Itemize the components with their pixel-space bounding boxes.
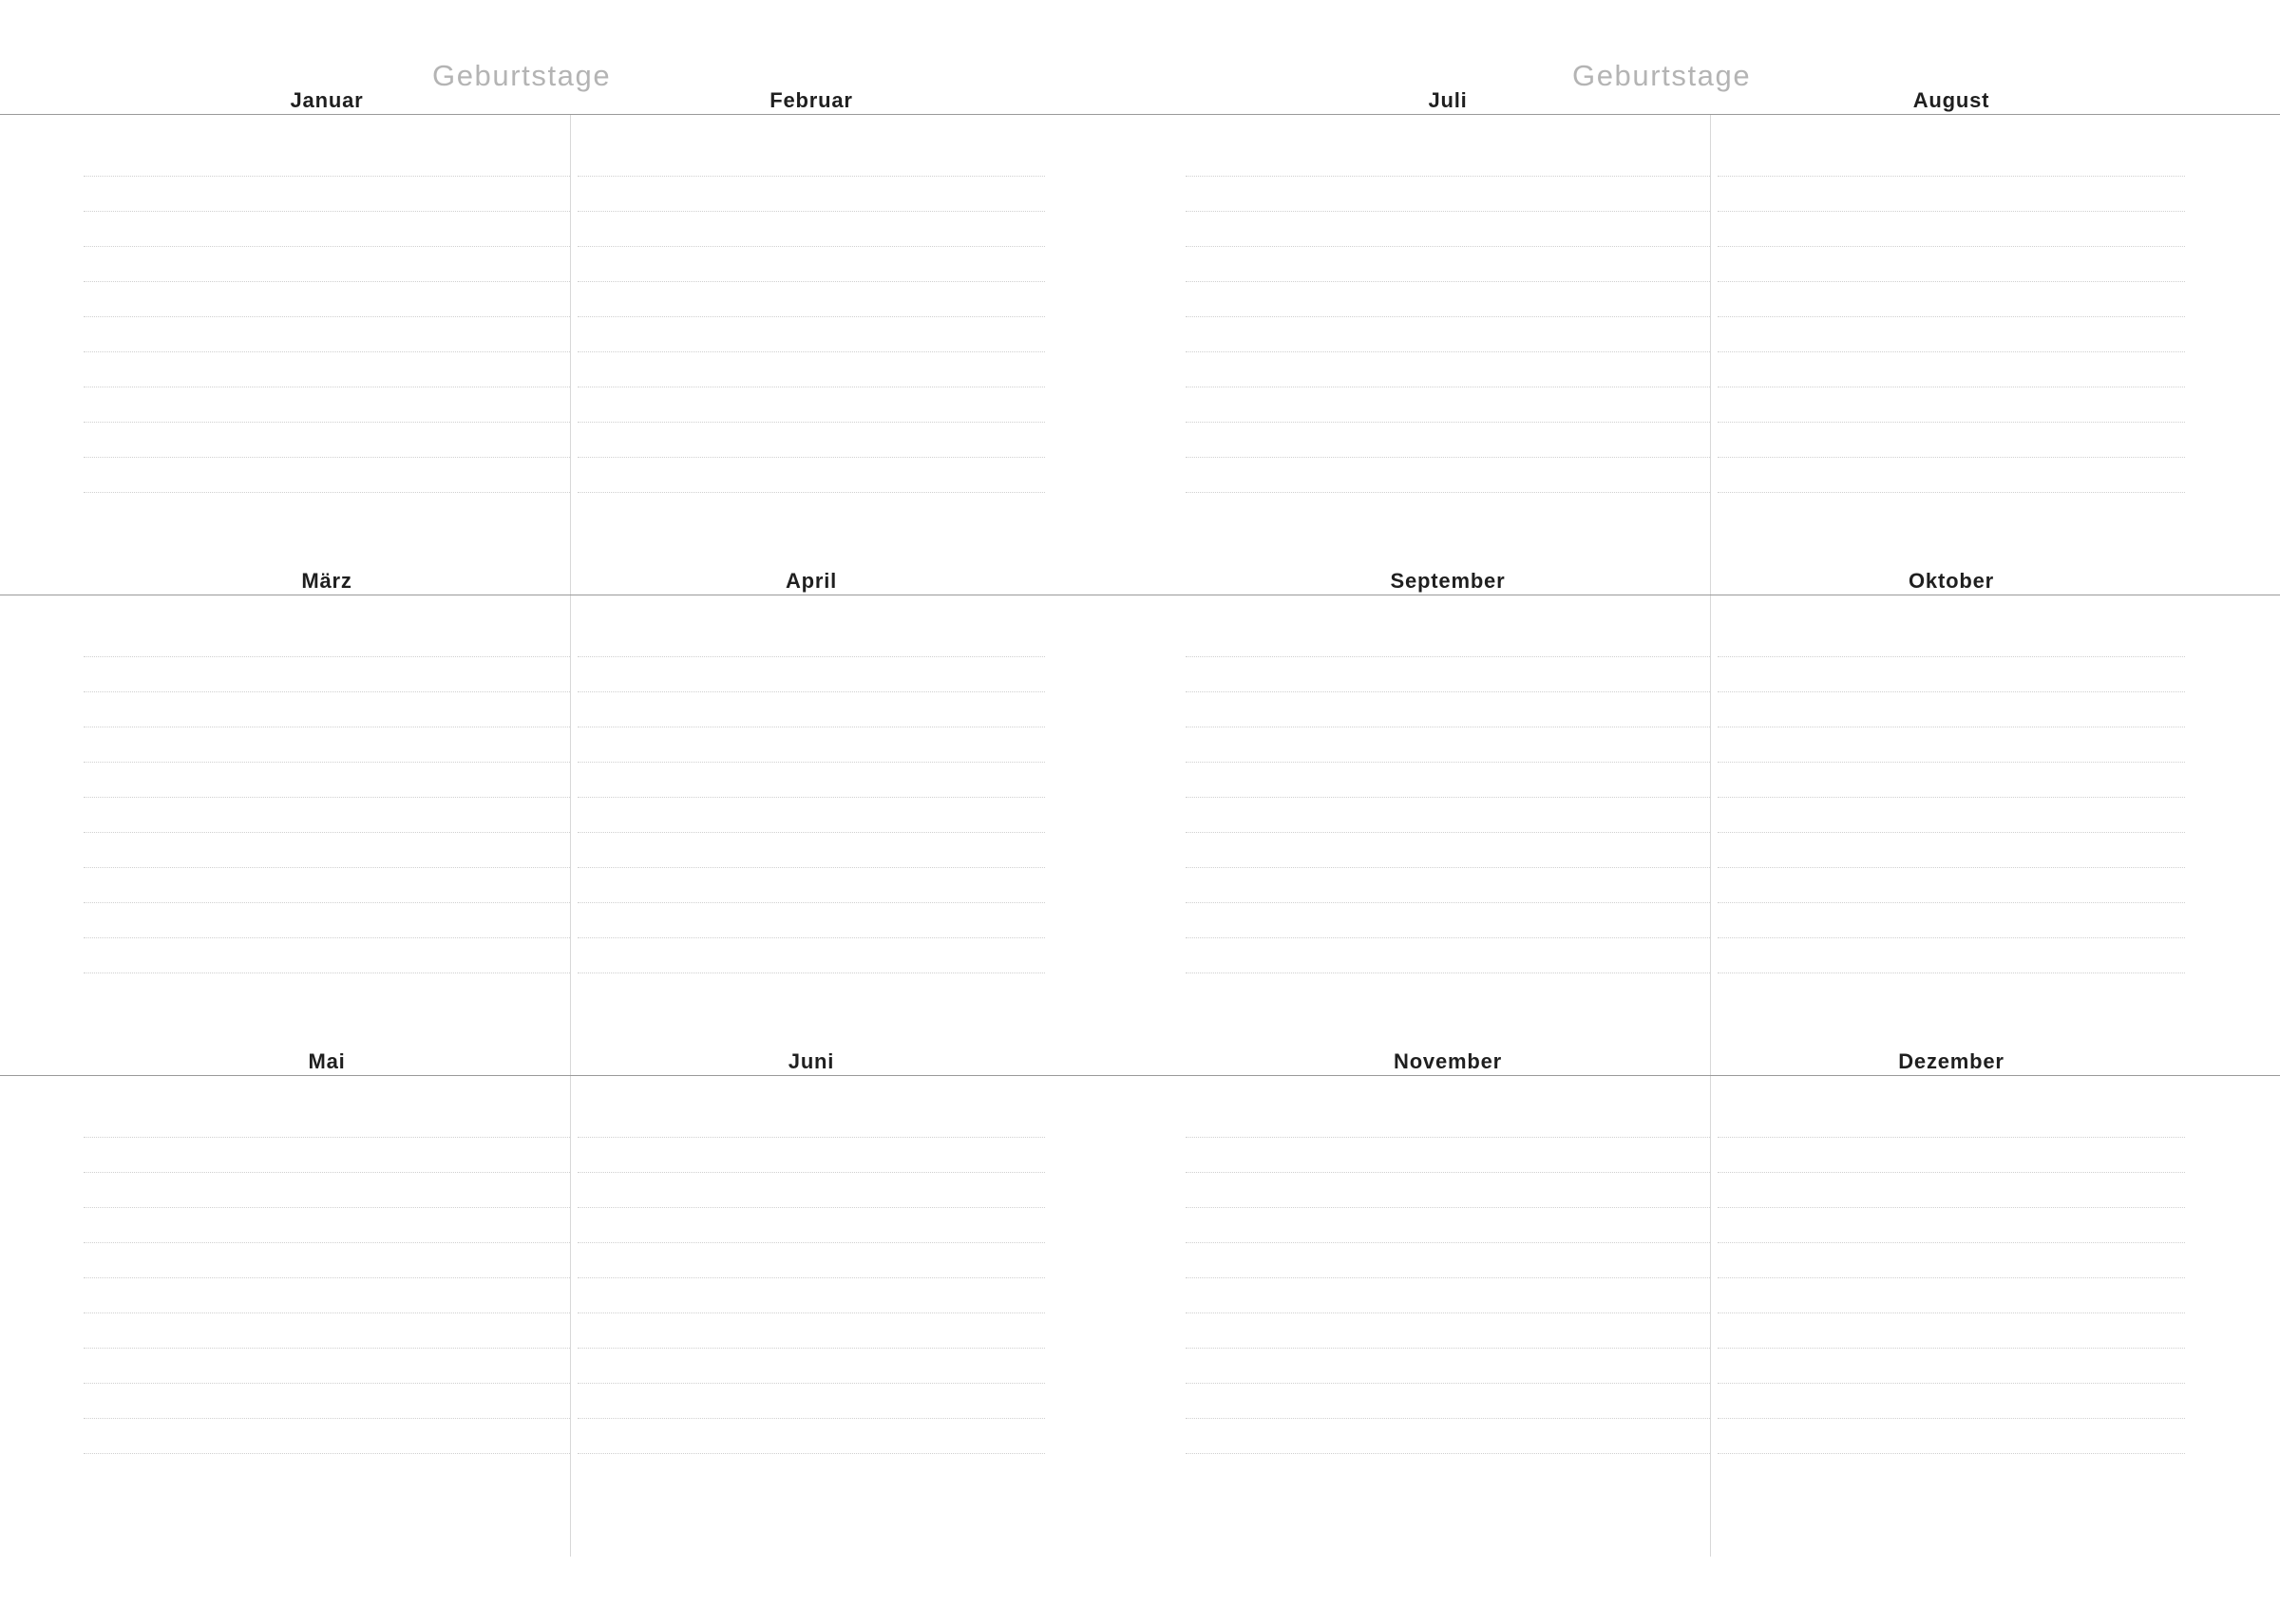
month-block-januar — [0, 88, 570, 595]
writing-line[interactable] — [84, 1278, 570, 1313]
writing-line[interactable] — [84, 657, 570, 692]
writing-line[interactable] — [1718, 387, 2185, 423]
writing-line[interactable] — [1718, 142, 2185, 177]
month-block-juli — [1140, 88, 1710, 595]
month-label: November — [1394, 1049, 1502, 1073]
writing-line[interactable] — [1186, 727, 1710, 763]
writing-line[interactable] — [1718, 1384, 2185, 1419]
month-label: Dezember — [1898, 1049, 2004, 1073]
writing-line[interactable] — [578, 212, 1045, 247]
writing-line[interactable] — [1186, 763, 1710, 798]
writing-line[interactable] — [578, 692, 1045, 727]
writing-lines[interactable] — [1186, 142, 1710, 493]
writing-line[interactable] — [1186, 833, 1710, 868]
writing-line[interactable] — [578, 142, 1045, 177]
writing-line[interactable] — [84, 1208, 570, 1243]
writing-line[interactable] — [1718, 1103, 2185, 1138]
month-label: Januar — [290, 88, 364, 112]
month-grid-right — [1140, 88, 2280, 1539]
writing-line[interactable] — [1718, 938, 2185, 973]
writing-line[interactable] — [578, 387, 1045, 423]
month-block-maerz — [0, 569, 570, 1076]
writing-line[interactable] — [1186, 1419, 1710, 1454]
writing-line[interactable] — [578, 247, 1045, 282]
writing-line[interactable] — [84, 1173, 570, 1208]
right-page — [1140, 0, 2280, 1624]
writing-line[interactable] — [1186, 1243, 1710, 1278]
writing-line[interactable] — [578, 903, 1045, 938]
writing-line[interactable] — [84, 868, 570, 903]
writing-line[interactable] — [1186, 142, 1710, 177]
writing-line[interactable] — [578, 868, 1045, 903]
writing-line[interactable] — [1718, 622, 2185, 657]
writing-line[interactable] — [1718, 763, 2185, 798]
writing-line[interactable] — [1718, 1419, 2185, 1454]
writing-line[interactable] — [1186, 938, 1710, 973]
page-title-right: Geburtstage — [1572, 59, 1752, 92]
writing-line[interactable] — [84, 692, 570, 727]
writing-line[interactable] — [1718, 1313, 2185, 1349]
month-block-september — [1140, 569, 1710, 1076]
month-block-oktober — [1710, 569, 2280, 1076]
writing-line[interactable] — [84, 1349, 570, 1384]
writing-line[interactable] — [1718, 903, 2185, 938]
writing-line[interactable] — [1186, 868, 1710, 903]
writing-lines[interactable] — [578, 622, 1045, 973]
writing-line[interactable] — [84, 177, 570, 212]
writing-line[interactable] — [84, 622, 570, 657]
writing-line[interactable] — [1718, 212, 2185, 247]
month-band — [1140, 1049, 2280, 1556]
writing-line[interactable] — [1718, 1243, 2185, 1278]
writing-lines[interactable] — [84, 622, 570, 973]
writing-line[interactable] — [84, 387, 570, 423]
writing-line[interactable] — [1718, 1138, 2185, 1173]
month-block-juni — [570, 1049, 1140, 1557]
writing-line[interactable] — [84, 903, 570, 938]
writing-line[interactable] — [1718, 692, 2185, 727]
writing-line[interactable] — [84, 798, 570, 833]
writing-line[interactable] — [1718, 352, 2185, 387]
writing-line[interactable] — [1186, 1138, 1710, 1173]
writing-line[interactable] — [578, 1349, 1045, 1384]
writing-line[interactable] — [1186, 423, 1710, 458]
writing-line[interactable] — [578, 177, 1045, 212]
writing-line[interactable] — [1718, 833, 2185, 868]
month-label: Oktober — [1909, 569, 1994, 593]
writing-line[interactable] — [578, 458, 1045, 493]
writing-lines[interactable] — [84, 142, 570, 493]
month-block-dezember — [1710, 1049, 2280, 1557]
month-label: Mai — [308, 1049, 346, 1073]
month-label: März — [301, 569, 352, 593]
writing-lines[interactable] — [1718, 1103, 2185, 1454]
writing-line[interactable] — [578, 1138, 1045, 1173]
writing-line[interactable] — [578, 1313, 1045, 1349]
writing-line[interactable] — [1186, 317, 1710, 352]
writing-line[interactable] — [1186, 622, 1710, 657]
writing-line[interactable] — [578, 1103, 1045, 1138]
month-label: Juli — [1428, 88, 1468, 112]
writing-line[interactable] — [578, 1173, 1045, 1208]
writing-line[interactable] — [1186, 1313, 1710, 1349]
writing-line[interactable] — [1186, 1173, 1710, 1208]
writing-line[interactable] — [578, 352, 1045, 387]
writing-line[interactable] — [84, 727, 570, 763]
page-title-left: Geburtstage — [432, 59, 612, 92]
writing-line[interactable] — [1718, 423, 2185, 458]
writing-line[interactable] — [1186, 692, 1710, 727]
writing-line[interactable] — [1718, 1349, 2185, 1384]
month-block-november — [1140, 1049, 1710, 1557]
month-band — [0, 1049, 1140, 1556]
month-band — [1140, 569, 2280, 1075]
writing-line[interactable] — [1718, 458, 2185, 493]
writing-line[interactable] — [1186, 1208, 1710, 1243]
writing-line[interactable] — [84, 352, 570, 387]
month-label: Februar — [770, 88, 853, 112]
writing-line[interactable] — [1718, 247, 2185, 282]
writing-line[interactable] — [1186, 798, 1710, 833]
writing-line[interactable] — [578, 317, 1045, 352]
writing-line[interactable] — [84, 833, 570, 868]
writing-line[interactable] — [578, 1243, 1045, 1278]
writing-line[interactable] — [578, 763, 1045, 798]
writing-line[interactable] — [1186, 1278, 1710, 1313]
writing-line[interactable] — [578, 1419, 1045, 1454]
writing-line[interactable] — [1186, 177, 1710, 212]
writing-lines[interactable] — [1186, 1103, 1710, 1454]
writing-lines[interactable] — [1718, 142, 2185, 493]
writing-line[interactable] — [1186, 903, 1710, 938]
month-label: September — [1390, 569, 1506, 593]
writing-line[interactable] — [578, 1384, 1045, 1419]
writing-line[interactable] — [84, 938, 570, 973]
writing-lines[interactable] — [578, 142, 1045, 493]
writing-line[interactable] — [84, 212, 570, 247]
writing-line[interactable] — [578, 938, 1045, 973]
writing-line[interactable] — [84, 1313, 570, 1349]
writing-line[interactable] — [578, 1278, 1045, 1313]
writing-line[interactable] — [578, 1208, 1045, 1243]
writing-line[interactable] — [84, 423, 570, 458]
writing-lines[interactable] — [578, 1103, 1045, 1454]
month-band — [0, 569, 1140, 1075]
writing-line[interactable] — [578, 727, 1045, 763]
writing-line[interactable] — [1718, 177, 2185, 212]
writing-line[interactable] — [1186, 1349, 1710, 1384]
writing-line[interactable] — [84, 247, 570, 282]
writing-line[interactable] — [1186, 657, 1710, 692]
writing-line[interactable] — [84, 1103, 570, 1138]
writing-line[interactable] — [1186, 458, 1710, 493]
writing-line[interactable] — [84, 142, 570, 177]
writing-line[interactable] — [84, 282, 570, 317]
writing-line[interactable] — [578, 657, 1045, 692]
writing-line[interactable] — [1186, 387, 1710, 423]
writing-line[interactable] — [1718, 317, 2185, 352]
writing-line[interactable] — [1186, 247, 1710, 282]
writing-line[interactable] — [578, 282, 1045, 317]
writing-line[interactable] — [1186, 352, 1710, 387]
month-label: April — [785, 569, 838, 593]
writing-line[interactable] — [1718, 1278, 2185, 1313]
month-block-august — [1710, 88, 2280, 595]
writing-line[interactable] — [1186, 1384, 1710, 1419]
writing-line[interactable] — [578, 798, 1045, 833]
writing-lines[interactable] — [1186, 622, 1710, 973]
writing-line[interactable] — [1718, 657, 2185, 692]
writing-line[interactable] — [1718, 868, 2185, 903]
writing-line[interactable] — [84, 317, 570, 352]
writing-lines[interactable] — [1718, 622, 2185, 973]
writing-line[interactable] — [84, 1138, 570, 1173]
month-grid-left — [0, 88, 1140, 1539]
writing-line[interactable] — [1718, 282, 2185, 317]
writing-line[interactable] — [84, 1419, 570, 1454]
writing-line[interactable] — [84, 1384, 570, 1419]
month-band — [1140, 88, 2280, 595]
month-block-mai — [0, 1049, 570, 1557]
writing-line[interactable] — [1718, 798, 2185, 833]
month-band — [0, 88, 1140, 595]
month-label: August — [1912, 88, 1990, 112]
writing-line[interactable] — [1186, 1103, 1710, 1138]
writing-line[interactable] — [1186, 282, 1710, 317]
writing-line[interactable] — [578, 622, 1045, 657]
month-block-april — [570, 569, 1140, 1076]
month-label: Juni — [788, 1049, 835, 1073]
writing-line[interactable] — [1718, 1173, 2185, 1208]
writing-lines[interactable] — [84, 1103, 570, 1454]
writing-line[interactable] — [578, 833, 1045, 868]
writing-line[interactable] — [84, 1243, 570, 1278]
writing-line[interactable] — [84, 458, 570, 493]
month-block-februar — [570, 88, 1140, 595]
writing-line[interactable] — [1718, 727, 2185, 763]
writing-line[interactable] — [84, 763, 570, 798]
writing-line[interactable] — [578, 423, 1045, 458]
writing-line[interactable] — [1186, 212, 1710, 247]
writing-line[interactable] — [1718, 1208, 2185, 1243]
